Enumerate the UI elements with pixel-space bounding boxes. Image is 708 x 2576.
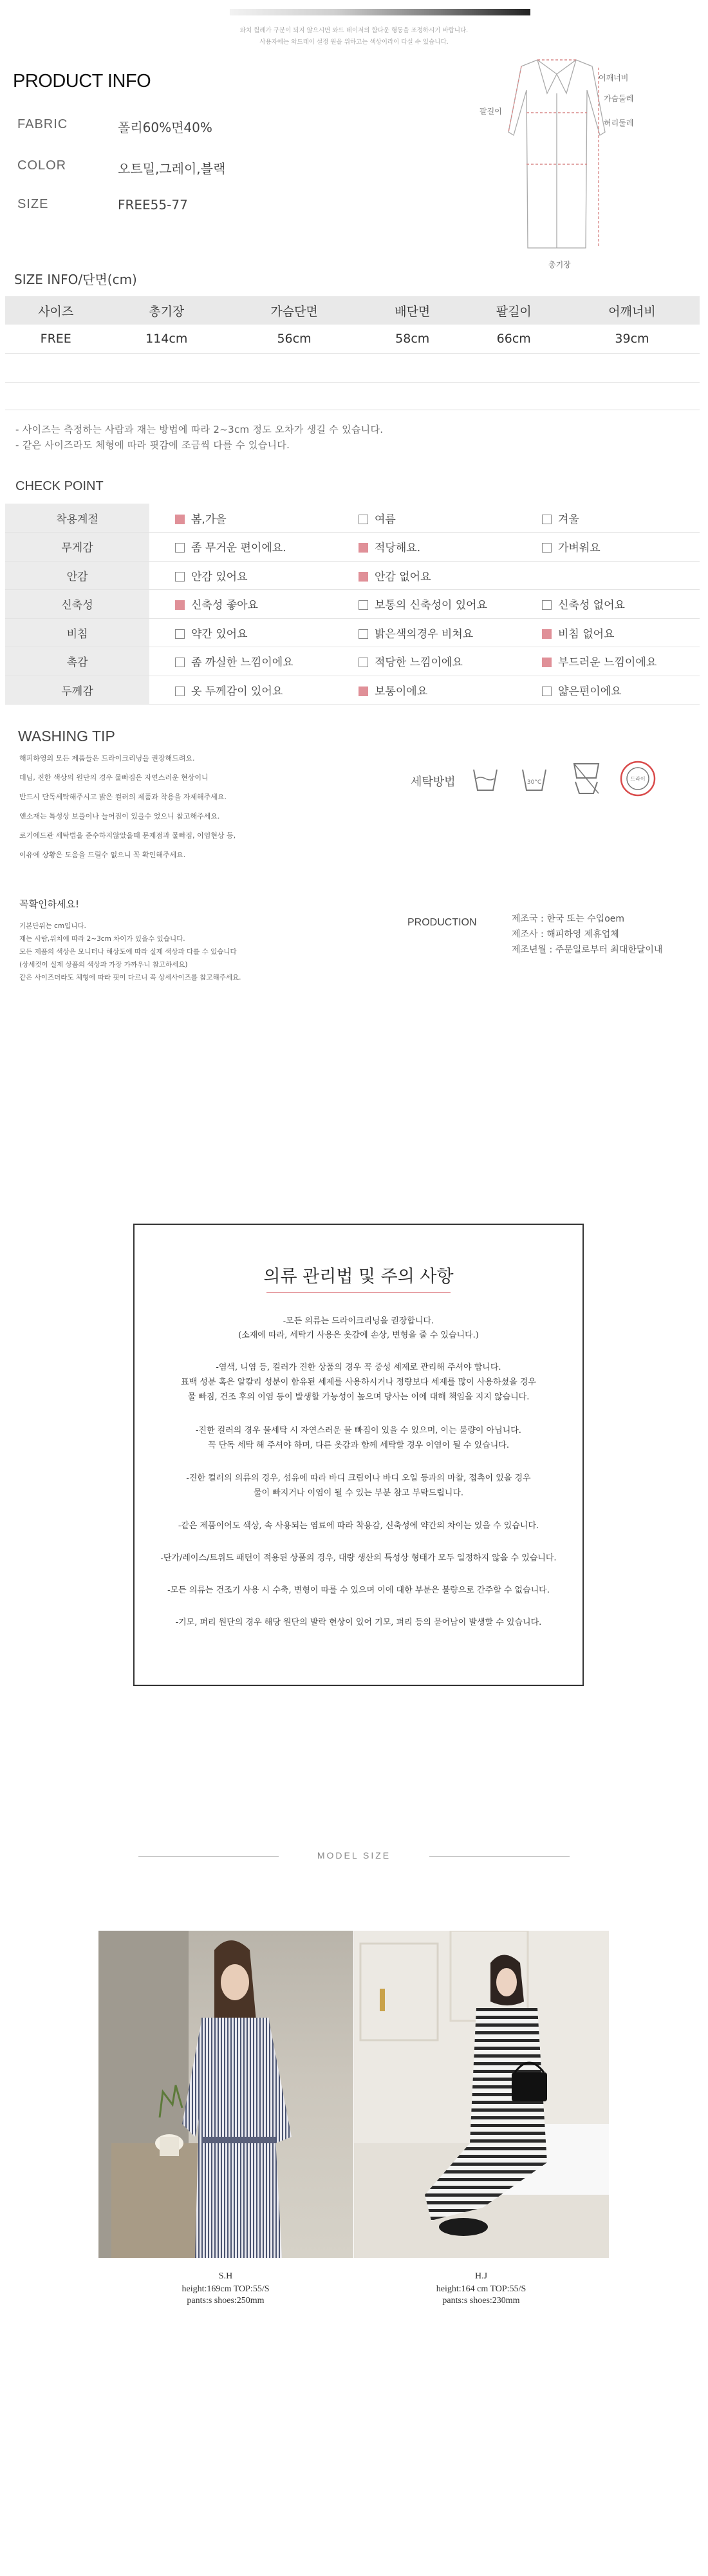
check-point-label: 비침: [5, 618, 149, 647]
wash-temp-text: 30°C: [526, 779, 542, 786]
check-point-option: [149, 561, 333, 590]
washing-tip-line: 이유에 상황은 도움을 드릴수 없으니 꼭 확인해주세요.: [19, 851, 186, 859]
check-point-option: [516, 676, 700, 705]
check-point-option-text: 비침 없어요: [558, 627, 615, 641]
color-label: COLOR: [17, 158, 67, 173]
check-point-option-text: 안감 있어요: [191, 570, 248, 583]
care-line: -모든 의류는 드라이크리닝을 권장합니다.: [283, 1316, 434, 1326]
checkbox-icon: [542, 600, 552, 610]
checked-box-icon: [542, 629, 552, 639]
washing-tip-line: 반드시 단독세탁해주시고 밝은 컬러의 제품과 착용을 자제해주세요.: [19, 793, 227, 801]
product-info-title: PRODUCT INFO: [13, 71, 151, 91]
check-point-option: [333, 590, 516, 619]
notice-line: (상세컷이 실제 상품의 색상과 가장 가까우니 참고하세요): [19, 961, 188, 969]
checkbox-icon: [359, 629, 368, 639]
model-photo-sh-illustration: [98, 1931, 353, 2258]
check-point-option-text: 밝은색의경우 비쳐요: [375, 627, 474, 641]
care-instructions-box: [133, 1224, 584, 1686]
notice-title: 꼭확인하세요!: [19, 898, 79, 910]
check-point-row: [5, 533, 700, 562]
checkbox-icon: [542, 687, 552, 696]
check-point-option-text: 보통이에요: [375, 685, 428, 698]
care-line: -기모, 퍼리 원단의 경우 해당 원단의 발락 현상이 있어 기모, 퍼리 등의 묻어남이 발생할 수 있습니다.: [175, 1618, 542, 1627]
care-line: -염색, 니염 등, 컬러가 진한 상품의 경우 꼭 중성 세제로 관리해 주셔야 합니다.: [216, 1363, 501, 1372]
check-point-option-text: 약간 있어요: [191, 627, 248, 641]
top-notice-line: 와치 월레가 구분이 되지 않으시면 와드 데이저의 합다운 행동을 조정하시기 바랍니다.: [239, 27, 469, 34]
size-header-cell: 총기장: [106, 296, 227, 325]
care-title-underline: [266, 1292, 451, 1293]
check-point-option-text: 좀 까실한 느낌이에요: [191, 656, 293, 670]
size-cell: FREE: [5, 325, 106, 353]
size-cell: 39cm: [564, 325, 700, 353]
check-point-option-text: 여름: [375, 513, 396, 526]
model-size-title: MODEL SIZE: [317, 1850, 391, 1861]
diagram-chest-label: 가슴둘레: [604, 94, 634, 103]
diagram-shoulder-label: 어깨너비: [599, 73, 629, 82]
notice-line: 기본단위는 cm입니다.: [19, 922, 86, 930]
diagram-length-label: 총기장: [548, 260, 571, 269]
care-line: 물이 빠지거나 이염이 될 수 있는 부분 참고 부탁드립니다.: [253, 1488, 464, 1498]
size-header-cell: 배단면: [362, 296, 463, 325]
checkbox-icon: [175, 543, 185, 553]
check-point-label: 신축성: [5, 590, 149, 619]
checkbox-icon: [359, 515, 368, 524]
check-point-row: [5, 618, 700, 647]
fabric-label: FABRIC: [17, 117, 68, 131]
care-line: -같은 제품이어도 색상, 속 사용되는 염료에 따라 착용감, 신축성에 약간의 차이는 있을 수 있습니다.: [178, 1521, 539, 1531]
checked-box-icon: [359, 687, 368, 696]
checkbox-icon: [175, 629, 185, 639]
check-point-option: [333, 533, 516, 562]
check-point-option-text: 보통의 신축성이 있어요: [375, 599, 488, 612]
check-point-option-text: 적당해요.: [375, 542, 421, 555]
check-point-option-text: 안감 없어요: [375, 570, 431, 583]
model-photo-hj: [354, 1931, 609, 2258]
check-point-option-text: 부드러운 느낌이에요: [558, 656, 657, 670]
checked-box-icon: [542, 658, 552, 667]
check-point-table: [5, 504, 700, 705]
size-table-header: [5, 296, 700, 325]
check-point-title: CHECK POINT: [15, 479, 104, 493]
check-point-option: [149, 504, 333, 533]
check-point-option: [333, 561, 516, 590]
check-point-option: [516, 561, 700, 590]
check-point-option: [333, 618, 516, 647]
check-point-option: [149, 647, 333, 676]
check-point-row: [5, 504, 700, 533]
check-point-option: [149, 533, 333, 562]
washing-tip-title: WASHING TIP: [18, 728, 115, 744]
size-cell: 58cm: [362, 325, 463, 353]
dry-clean-icon: [619, 760, 657, 797]
washing-tip-line: 로기에드관 세탁법을 준수하지않았을때 문제점과 물빠짐, 이염현상 등,: [19, 831, 236, 840]
washing-tip-line: 해피하영의 모든 제품들은 드라이크리닝을 권장해드려요.: [19, 754, 195, 762]
checkbox-icon: [359, 600, 368, 610]
wash-method-label: 세탁방법: [411, 775, 456, 789]
check-point-option-text: 좀 무거운 편이에요.: [191, 542, 286, 555]
check-point-option: [516, 533, 700, 562]
diagram-sleeve-label: 팔길이: [480, 107, 502, 116]
size-header-cell: 어깨너비: [564, 296, 700, 325]
care-line: 물 빠짐, 건조 후의 이염 등이 발생할 가능성이 높으며 당사는 이에 대해 책임을 지지 않습니다.: [187, 1392, 530, 1402]
size-table-divider: [5, 382, 700, 383]
model-hj-measure: height:164 cm TOP:55/S: [436, 2284, 526, 2294]
size-cell: 66cm: [463, 325, 564, 353]
size-label: SIZE: [17, 197, 49, 211]
check-point-row: [5, 590, 700, 619]
check-point-option-text: 적당한 느낌이에요: [375, 656, 463, 670]
check-point-option-text: 얇은편이에요: [558, 685, 622, 698]
check-point-row: [5, 561, 700, 590]
model-hj-name: H.J: [474, 2271, 488, 2281]
checkbox-icon: [542, 515, 552, 524]
check-point-option-text: 봄,가을: [191, 513, 227, 526]
dry-clean-text: 드라이: [630, 776, 646, 782]
check-point-label: 무게감: [5, 533, 149, 562]
check-point-label: 촉감: [5, 647, 149, 676]
notice-line: 모든 제품의 색상은 모니터나 해상도에 따라 실제 색상과 다를 수 있습니다: [19, 948, 237, 956]
checkbox-icon: [175, 572, 185, 582]
production-line: 제조국 : 한국 또는 수입oem: [512, 914, 625, 924]
checked-box-icon: [175, 515, 185, 524]
size-table-row: [5, 325, 700, 353]
check-point-option: [516, 618, 700, 647]
checkbox-icon: [359, 658, 368, 667]
care-line: -단가/레이스/트위드 패턴이 적용된 상품의 경우, 대량 생산의 특성상 형태가 모두 일정하지 않을 수 있습니다.: [160, 1553, 557, 1563]
model-sh-name: S.H: [218, 2271, 233, 2281]
check-point-option: [149, 618, 333, 647]
production-line: 제조년월 : 주문일로부터 최대한달이내: [512, 945, 663, 955]
check-point-option-text: 신축성 좋아요: [191, 599, 258, 612]
check-point-option: [516, 590, 700, 619]
production-label: PRODUCTION: [407, 917, 477, 928]
washing-tip-line: 데님, 진한 색상의 원단의 경우 물빠짐은 자연스러운 현상이니: [19, 773, 209, 782]
check-point-option: [333, 676, 516, 705]
check-point-label: 착용계절: [5, 504, 149, 533]
care-line: (소재에 따라, 세탁기 사용은 옷감에 손상, 변형을 줄 수 있습니다.): [238, 1331, 479, 1340]
size-value: FREE55-77: [118, 197, 188, 213]
size-cell: 114cm: [106, 325, 227, 353]
size-table: [5, 296, 700, 354]
model-photo-sh: [98, 1931, 353, 2258]
checkbox-icon: [175, 658, 185, 667]
check-point-option: [516, 647, 700, 676]
washing-tip-line: 앤소재는 특성상 보풀이나 늘어짐이 있을수 었으니 참고해주세요.: [19, 812, 220, 820]
care-line: -모든 의류는 건조기 사용 시 수축, 변형이 따를 수 있으며 이에 대한 부분은 불량으로 간주할 수 없습니다.: [167, 1586, 550, 1595]
check-point-option: [333, 504, 516, 533]
notice-line: 같은 사이즈더라도 체형에 따라 핏이 다르니 꼭 상세사이즈를 참고해주세요.: [19, 974, 241, 981]
production-line: 제조사 : 해피하영 제휴업체: [512, 929, 619, 940]
care-line: -진한 컬러의 경우 물세탁 시 자연스러운 물 빠짐이 있을 수 있으며, 이는 불량이 아닙니다.: [196, 1426, 521, 1435]
fabric-value: 폴리60%면40%: [118, 120, 212, 135]
no-bleach-icon: [570, 760, 602, 796]
size-header-cell: 가슴단면: [227, 296, 362, 325]
model-sh-measure: pants:s shoes:250mm: [187, 2296, 265, 2306]
color-value: 오트밀,그레이,블랙: [118, 161, 226, 176]
diagram-waist-label: 허리둘레: [604, 118, 634, 128]
top-notice-line: 사용자에는 와드데이 설정 원을 위하고는 색상이라이 다실 수 있습니다.: [259, 39, 449, 46]
check-point-option-text: 가벼워요: [558, 542, 601, 555]
check-point-option: [516, 504, 700, 533]
check-point-label: 안감: [5, 561, 149, 590]
check-point-row: [5, 676, 700, 705]
size-header-cell: 팔길이: [463, 296, 564, 325]
check-point-option: [149, 590, 333, 619]
check-point-option: [333, 647, 516, 676]
checked-box-icon: [359, 543, 368, 553]
notice-line: 재는 사람,위치에 따라 2~3cm 차이가 있을수 있습니다.: [19, 935, 185, 943]
header-gradient-bar: [230, 9, 530, 15]
care-line: 표백 성분 혹은 알칼리 성분이 함유된 세제를 사용하시거나 정량보다 세제를 많이 사용하셨을 경우: [181, 1378, 536, 1387]
garment-diagram: [502, 55, 611, 264]
check-point-option-text: 신축성 없어요: [558, 599, 625, 612]
checked-box-icon: [359, 572, 368, 582]
model-photo-hj-illustration: [354, 1931, 609, 2258]
size-note: - 같은 사이즈라도 체형에 따라 핏감에 조금씩 다를 수 있습니다.: [15, 439, 290, 451]
size-header-cell: 사이즈: [5, 296, 106, 325]
check-point-option-text: 옷 두께감이 있어요: [191, 685, 283, 698]
checked-box-icon: [175, 600, 185, 610]
check-point-row: [5, 647, 700, 676]
model-hj-measure: pants:s shoes:230mm: [442, 2296, 520, 2306]
model-sh-measure: height:169cm TOP:55/S: [182, 2284, 270, 2294]
care-line: -진한 컬러의 의류의 경우, 섬유에 따라 바디 크림이나 바디 오일 등과의 마찰, 접촉이 있을 경우: [186, 1473, 531, 1483]
size-info-title: SIZE INFO/단면(cm): [14, 272, 137, 287]
size-cell: 56cm: [227, 325, 362, 353]
care-title: 의류 관리법 및 주의 사항: [263, 1267, 454, 1287]
checkbox-icon: [175, 687, 185, 696]
care-line: 꼭 단독 세탁 해 주셔야 하며, 다른 옷감과 함께 세탁할 경우 이염이 될 수 있습니다.: [208, 1441, 509, 1450]
checkbox-icon: [542, 543, 552, 553]
check-point-option: [149, 676, 333, 705]
hand-wash-icon: [470, 763, 501, 794]
size-note: - 사이즈는 측정하는 사람과 재는 방법에 따라 2~3cm 정도 오차가 생길 수 있습니다.: [15, 424, 384, 435]
check-point-label: 두께감: [5, 676, 149, 705]
wash-30-icon: [519, 763, 550, 794]
check-point-option-text: 겨울: [558, 513, 579, 526]
